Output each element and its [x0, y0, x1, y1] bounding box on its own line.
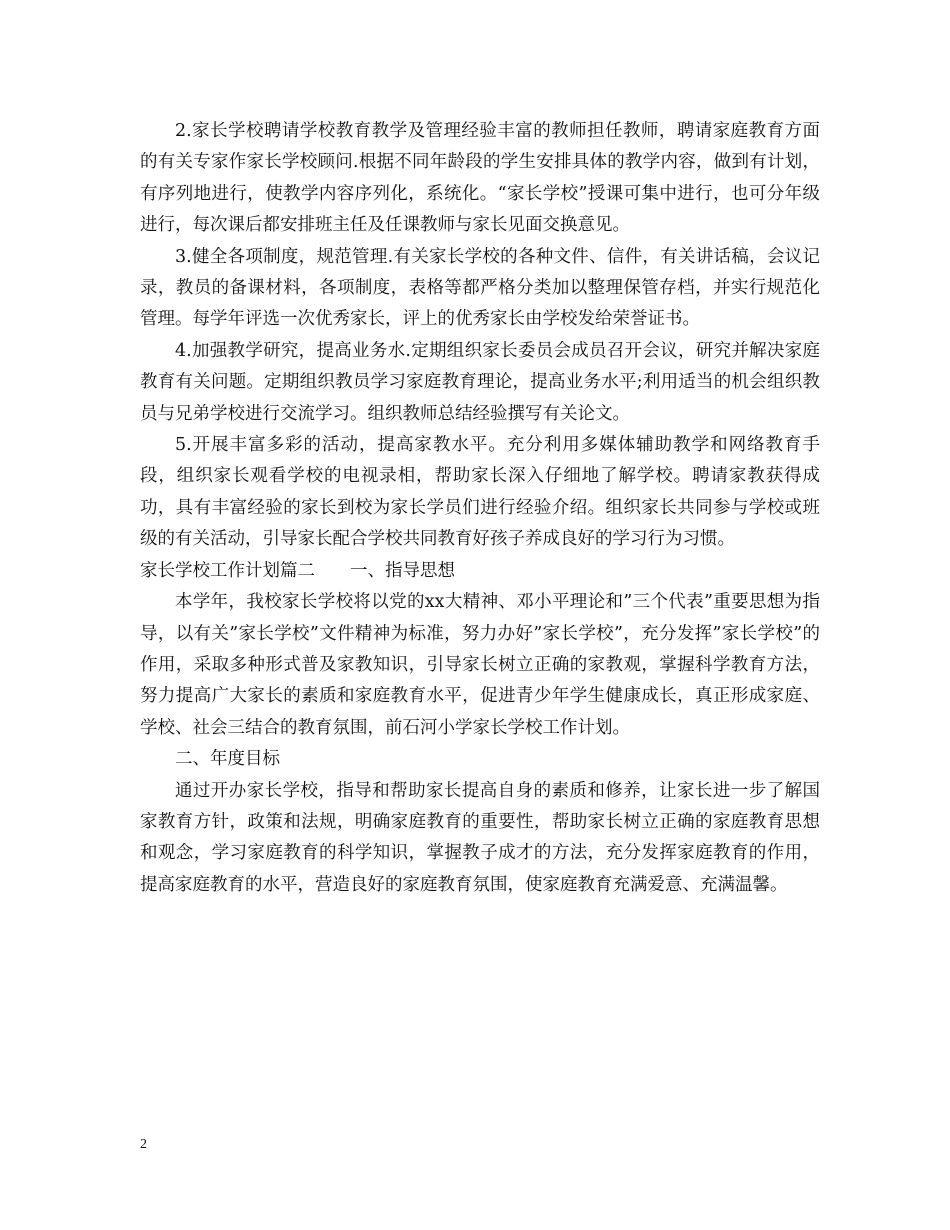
paragraph-item-3: 3.健全各项制度，规范管理.有关家长学校的各种文件、信件，有关讲话稿，会议记录，教员的备课材料，各项制度，表格等都严格分类加以整理保管存档，并实行规范化管理。每学年评选一次优秀家长，评上的优秀家长由学校发给荣誉证书。: [140, 246, 820, 330]
paragraph-guiding-thought: 本学年，我校家长学校将以党的xx大精神、邓小平理论和”三个代表”重要思想为指导，以有关”家长学校”文件精神为标准，努力办好”家长学校”，充分发挥”家长学校”的作用，采取多种形式普及家教知识，引导家长树立正确的家教观，掌握科学教育方法，努力提高广大家长的素质和家庭教育水平，促进青少年学生健康成长，真正形成家庭、学校、社会三结合的教育氛围，前石河小学家长学校工作计划。: [140, 592, 820, 738]
paragraph-annual-goal: 通过开办家长学校，指导和帮助家长提高自身的素质和修养，让家长进一步了解国家教育方针，政策和法规，明确家庭教育的重要性，帮助家长树立正确的家庭教育思想和观念，学习家庭教育的科学知识，掌握教子成才的方法，充分发挥家庭教育的作用，提高家庭教育的水平，营造良好的家庭教育氛围，使家庭教育充满爱意、充满温馨。: [140, 780, 820, 895]
subheading-annual-goal: 二、年度目标: [175, 749, 280, 770]
section-heading: 家长学校工作计划篇二 一、指导思想: [140, 560, 455, 581]
paragraph-item-5: 5.开展丰富多彩的活动，提高家教水平。充分利用多媒体辅助教学和网络教育手段，组织家长观看学校的电视录相，帮助家长深入仔细地了解学校。聘请家教获得成功，具有丰富经验的家长到校为家长学员们进行经验介绍。组织家长共同参与学校或班级的有关活动，引导家长配合学校共同教育好孩子养成良好的学习行为习惯。: [140, 435, 820, 550]
paragraph-item-4: 4.加强教学研究，提高业务水.定期组织家长委员会成员召开会议，研究并解决家庭教育有关问题。定期组织教员学习家庭教育理论，提高业务水平;利用适当的机会组织教员与兄弟学校进行交流学习。组织教师总结经验撰写有关论文。: [140, 340, 820, 424]
page-number: 2: [140, 1137, 147, 1152]
document-body: [140, 116, 820, 901]
paragraph-item-2: 2.家长学校聘请学校教育教学及管理经验丰富的教师担任教师，聘请家庭教育方面的有关专家作家长学校顾问.根据不同年龄段的学生安排具体的教学内容，做到有计划，有序列地进行，使教学内容序列化，系统化。“家长学校”授课可集中进行，也可分年级进行，每次课后都安排班主任及任课教师与家长见面交换意见。: [140, 121, 820, 236]
